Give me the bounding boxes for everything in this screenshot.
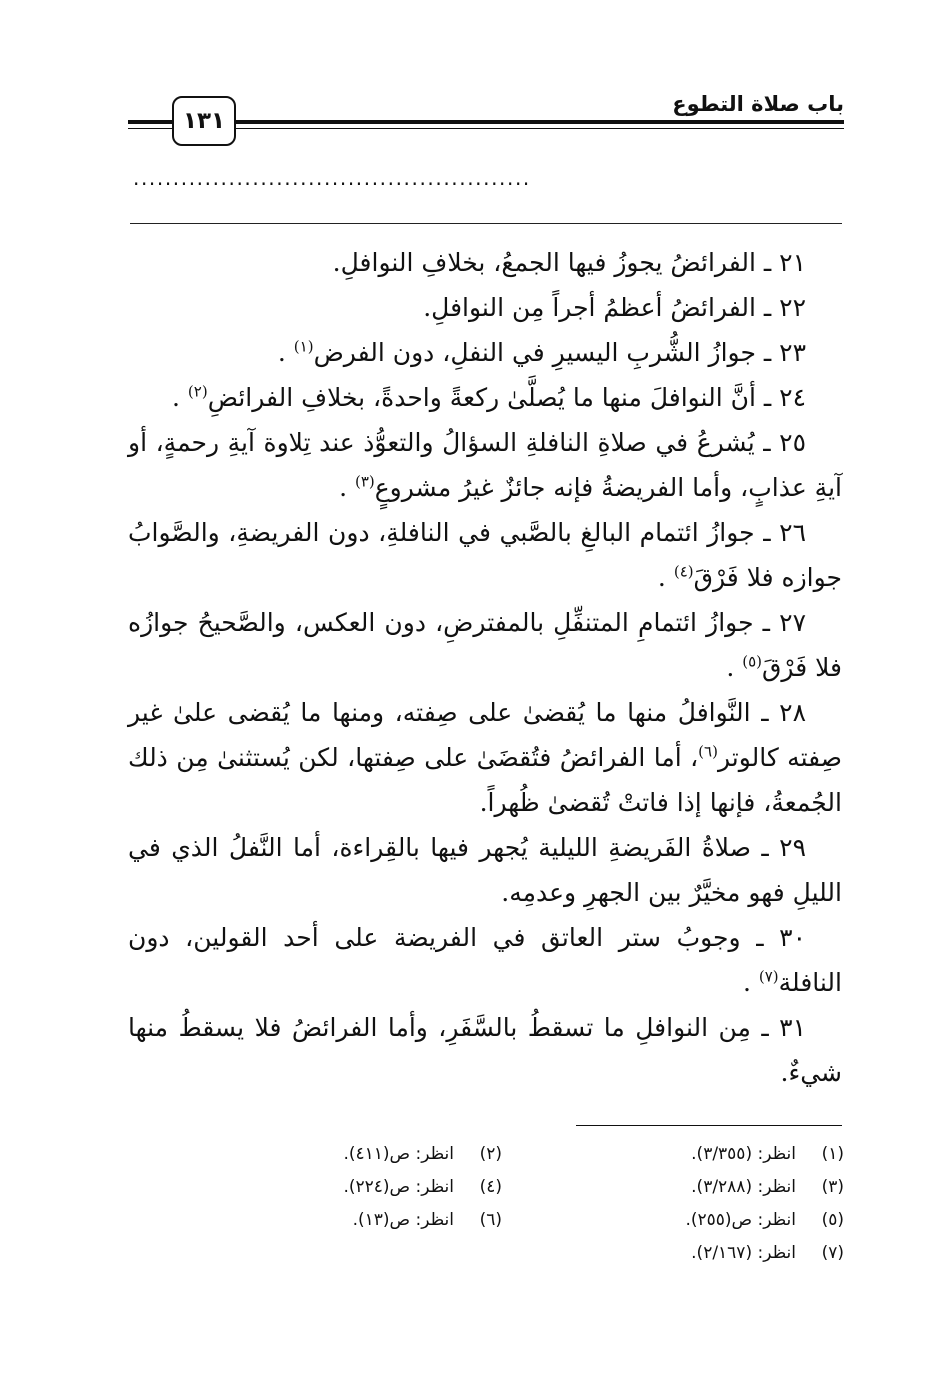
footnote-text: انظر: ص(٢٢٤).	[343, 1177, 454, 1197]
footnote	[200, 1138, 502, 1171]
list-item: ٢٧ ـ جوازُ ائتمامِ المتنفِّلِ بالمفترضِ، دون العكس، والصَّحيحُ جوازُه فلا فَرْقَ$^{(٥)}$ .	[128, 608, 842, 682]
item-text: وجوبُ ستر العاتق في الفريضة على أحد القولين، دون النافلة	[128, 923, 842, 997]
page-number: ١٣١	[182, 108, 226, 134]
page-number-box	[172, 96, 236, 146]
item-tail: .	[277, 338, 294, 367]
item-number: ٢٦	[779, 518, 806, 547]
footnote-text: انظر: ص(٢٥٥).	[685, 1210, 796, 1230]
footnote-number: (٧)	[821, 1243, 844, 1263]
footnote-marker[interactable]: (٥)	[742, 652, 763, 671]
footnote-number: (٦)	[479, 1210, 502, 1230]
item-text: النَّوافلُ منها ما يُقضىٰ على صِفته، ومنها ما يُقضى علىٰ غير صِفته كالوتر	[128, 698, 842, 772]
item-text: الفرائضُ يجوزُ فيها الجمعُ، بخلافِ النوافلِ.	[332, 248, 756, 277]
list-item: ٢٢ ـ الفرائضُ أعظمُ أجراً مِن النوافلِ.	[423, 293, 806, 322]
footnote	[200, 1204, 502, 1237]
text-top-rule	[130, 223, 842, 224]
footnote-number: (٥)	[821, 1210, 844, 1230]
footnote-number: (٤)	[479, 1177, 502, 1197]
item-number: ٢٣	[779, 338, 806, 367]
footnote	[200, 1171, 502, 1204]
item-number: ٢٧	[779, 608, 806, 637]
item-text: يُشرعُ في صلاةِ النافلةِ السؤالُ والتعوُّذ عند تِلاوة آيةِ رحمةٍ، أو آيةِ عذابٍ، وأما الفريضةُ فإنه جائزٌ غيرُ مشروعٍ	[128, 428, 842, 502]
footnotes	[200, 1138, 844, 1270]
list-item: ٢٦ ـ جوازُ ائتمام البالغِ بالصَّبي في النافلةِ، دون الفريضةِ، والصَّوابُ جوازه فلا فَرْقَ$^{(٤)}$ .	[128, 518, 842, 592]
footnote-marker[interactable]: (٤)	[673, 562, 694, 581]
list-item: ٢٤ ـ أنَّ النوافلَ منها ما يُصلَّىٰ ركعةً واحدةً، بخلافِ الفرائضِ$^{(٢)}$ .	[172, 382, 806, 412]
footnote-text: انظر: (٣/٣٥٥).	[691, 1144, 796, 1164]
item-tail: .	[172, 383, 188, 412]
footnote-marker[interactable]: (٧)	[758, 967, 779, 986]
header-rule-thick-left	[128, 120, 176, 124]
main-text	[128, 240, 842, 1095]
item-number: ٣١	[779, 1013, 806, 1042]
item-text: جوازُ ائتمامِ المتنفِّلِ بالمفترضِ، دون العكس، والصَّحيحُ جوازُه فلا فَرْقَ	[128, 608, 842, 682]
item-text: الفرائضُ أعظمُ أجراً مِن النوافلِ.	[423, 293, 756, 322]
footnote-marker[interactable]: (٢)	[187, 382, 208, 401]
footnote	[542, 1138, 844, 1171]
footnote-marker[interactable]: (١)	[293, 337, 314, 356]
item-text: جوازُ الشُّربِ اليسيرِ في النفلِ، دون الفرض	[313, 338, 756, 367]
item-text: صلاةُ الفَريضةِ الليلية يُجهر فيها بالقِراءة، أما النَّفلُ الذي في الليلِ فهو مخيَّرٌ بين الجهرِ وعدمِه.	[128, 833, 842, 907]
item-number: ٢٢	[779, 293, 806, 322]
list-item: ٢٣ ـ جوازُ الشُّربِ اليسيرِ في النفلِ، دون الفرض$^{(١)}$ .	[277, 337, 806, 367]
footnote	[542, 1204, 844, 1237]
footnote	[542, 1237, 844, 1270]
item-number: ٢٥	[779, 428, 806, 457]
footnote-text: انظر: ص(٤١١).	[343, 1144, 454, 1164]
page-header	[128, 92, 844, 154]
footnote-number: (٣)	[821, 1177, 844, 1197]
list-item: ٣١ ـ مِن النوافلِ ما تسقطُ بالسَّفَرِ، وأما الفرائضُ فلا يسقطُ منها شيءٌ.	[128, 1013, 842, 1087]
item-tail: .	[726, 653, 743, 682]
list-item: ٣٠ ـ وجوبُ ستر العاتق في الفريضة على أحد القولين، دون النافلة$^{(٧)}$ .	[128, 923, 842, 997]
item-number: ٣٠	[779, 923, 806, 952]
header-rule-thin-left	[128, 128, 176, 129]
dotted-separator: ..................................................	[133, 168, 531, 188]
list-item: ٢٨ ـ النَّوافلُ منها ما يُقضىٰ على صِفته، ومنها ما يُقضى علىٰ غير صِفته كالوتر$^{(٦)}$، أما الفرائضُ فتُقضَىٰ على صِفتها، لكن يُستثنىٰ مِن ذلك الجُمعةُ، فإنها إذا فاتتْ تُقضىٰ ظُهراً.	[128, 698, 842, 817]
item-text: جوازُ ائتمام البالغِ بالصَّبي في النافلةِ، دون الفريضةِ، والصَّوابُ جوازه فلا فَرْقَ	[128, 518, 842, 592]
header-rule-thin-right	[234, 128, 844, 129]
footnote-rule	[576, 1125, 842, 1126]
footnote-marker[interactable]: (٣)	[354, 472, 375, 491]
list-item: ٢٩ ـ صلاةُ الفَريضةِ الليلية يُجهر فيها بالقِراءة، أما النَّفلُ الذي في الليلِ فهو مخيَّرٌ بين الجهرِ وعدمِه.	[128, 833, 842, 907]
footnote-text: انظر: (٢/١٦٧).	[691, 1243, 796, 1263]
footnote	[542, 1171, 844, 1204]
item-number: ٢١	[779, 248, 806, 277]
item-text: مِن النوافلِ ما تسقطُ بالسَّفَرِ، وأما الفرائضُ فلا يسقطُ منها شيءٌ.	[128, 1013, 842, 1087]
item-number: ٢٨	[779, 698, 807, 727]
item-tail: .	[742, 968, 759, 997]
running-title: باب صلاة التطوع	[666, 92, 844, 116]
list-item: ٢٥ ـ يُشرعُ في صلاةِ النافلةِ السؤالُ والتعوُّذ عند تِلاوة آيةِ رحمةٍ، أو آيةِ عذابٍ، وأما الفريضةُ فإنه جائزٌ غيرُ مشروعٍ$^{(٣)}$ .	[128, 428, 842, 502]
item-number: ٢٩	[779, 833, 807, 862]
item-number: ٢٤	[779, 383, 806, 412]
item-text: أنَّ النوافلَ منها ما يُصلَّىٰ ركعةً واحدةً، بخلافِ الفرائضِ	[207, 383, 756, 412]
footnote-text: انظر: (٣/٢٨٨).	[691, 1177, 796, 1197]
item-tail: .	[339, 473, 355, 502]
footnote-number: (٢)	[479, 1144, 502, 1164]
list-item: ٢١ ـ الفرائضُ يجوزُ فيها الجمعُ، بخلافِ النوافلِ.	[332, 248, 806, 277]
footnote-number: (١)	[821, 1144, 844, 1164]
footnote-text: انظر: ص(١٣).	[352, 1210, 454, 1230]
header-rule-thick-right	[234, 120, 844, 124]
footnote-marker[interactable]: (٦)	[698, 742, 718, 761]
item-tail: ، أما الفرائضُ فتُقضَىٰ على صِفتها، لكن يُستثنىٰ مِن ذلك الجُمعةُ، فإنها إذا فاتتْ تُقضىٰ ظُهراً.	[128, 743, 842, 817]
item-tail: .	[657, 563, 674, 592]
